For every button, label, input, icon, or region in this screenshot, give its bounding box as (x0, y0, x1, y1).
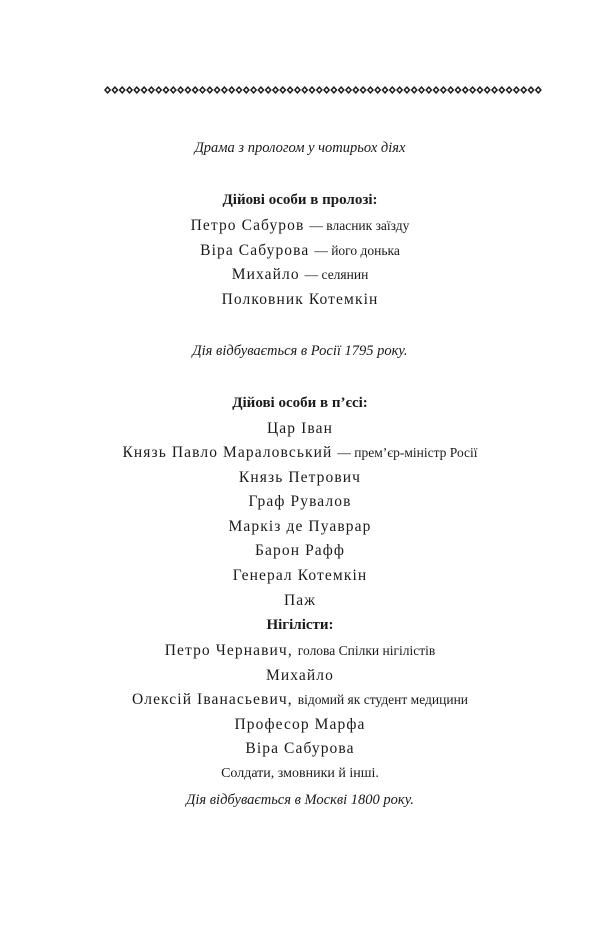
ornament-diamond (345, 86, 352, 94)
ornament-diamond (535, 86, 542, 94)
play-character (0, 445, 600, 461)
ornament-diamond (360, 86, 367, 94)
ornament-diamond (206, 86, 213, 94)
character-name: Цар Іван (267, 420, 333, 437)
decorative-ornament-border (104, 84, 542, 96)
character-name: Князь Павло Мараловський (122, 444, 333, 461)
ornament-diamond (133, 86, 140, 94)
character-name: Генерал Котемкін (232, 567, 368, 584)
ornament-diamond (235, 86, 242, 94)
character-name: Петро Сабуров (190, 217, 305, 234)
nihilist-character (0, 741, 600, 757)
ornament-diamond (301, 86, 308, 94)
ornament-diamond (214, 86, 221, 94)
ornament-diamond (199, 86, 206, 94)
nihilist-character (0, 643, 600, 659)
character-description: — власник заїзду (309, 218, 410, 233)
ornament-diamond (119, 86, 126, 94)
ornament-diamond (527, 86, 534, 94)
character-name: Петро Чернавич, (164, 642, 293, 659)
ornament-diamond (170, 86, 177, 94)
ornament-diamond (411, 86, 418, 94)
prologue-character (0, 292, 600, 308)
ornament-diamond (447, 86, 454, 94)
character-name: Михайло (231, 266, 300, 283)
character-description: голова Спілки нігілістів (297, 643, 436, 658)
nihilists-heading: Нігілісти: (266, 617, 334, 633)
ornament-diamond (484, 86, 491, 94)
ornament-diamond (184, 86, 191, 94)
play-subtitle: Драма з прологом у чотирьох діях (194, 140, 406, 156)
ornament-diamond (396, 86, 403, 94)
ornament-diamond (425, 86, 432, 94)
nihilist-character (0, 692, 600, 708)
prologue-character (0, 243, 600, 259)
ornament-diamond (513, 86, 520, 94)
ornament-diamond (141, 86, 148, 94)
prologue-heading: Дійові особи в пролозі: (222, 192, 378, 208)
character-description: — його донька (314, 243, 400, 258)
ornament-diamond (316, 86, 323, 94)
ornament-diamond (308, 86, 315, 94)
ornament-diamond (381, 86, 388, 94)
ornament-diamond (243, 86, 250, 94)
play-character (0, 568, 600, 584)
ornament-diamond (104, 86, 111, 94)
other-characters: Солдати, змовники й інші. (221, 766, 379, 781)
ornament-diamond (323, 86, 330, 94)
play-character (0, 543, 600, 559)
play-setting: Дія відбувається в Москві 1800 року. (186, 792, 414, 808)
character-name: Олексій Іванасьевич, (131, 691, 293, 708)
nihilist-character (0, 717, 600, 733)
ornament-diamond (155, 86, 162, 94)
ornament-diamond (111, 86, 118, 94)
ornament-diamond (177, 86, 184, 94)
ornament-diamond (454, 86, 461, 94)
character-description: відомий як студент медицини (297, 692, 469, 707)
play-characters-heading: Дійові особи в п’єсі: (232, 395, 368, 411)
ornament-diamond (192, 86, 199, 94)
character-name: Професор Марфа (234, 716, 366, 733)
prologue-setting: Дія відбувається в Росії 1795 року. (192, 343, 408, 359)
character-name: Михайло (266, 667, 334, 684)
play-character (0, 519, 600, 535)
ornament-diamond (279, 86, 286, 94)
ornament-diamond (148, 86, 155, 94)
play-character (0, 593, 600, 609)
nihilist-character (0, 668, 600, 684)
ornament-diamond (367, 86, 374, 94)
character-name: Граф Рувалов (248, 493, 352, 510)
character-name: Віра Сабурова (200, 242, 310, 259)
ornament-diamond (272, 86, 279, 94)
ornament-diamond (257, 86, 264, 94)
prologue-character (0, 267, 600, 283)
ornament-diamond (294, 86, 301, 94)
ornament-diamond (221, 86, 228, 94)
ornament-diamond (498, 86, 505, 94)
ornament-diamond (389, 86, 396, 94)
ornament-diamond (476, 86, 483, 94)
ornament-diamond (265, 86, 272, 94)
prologue-character (0, 218, 600, 234)
ornament-diamond (374, 86, 381, 94)
ornament-diamond (228, 86, 235, 94)
character-name: Князь Петрович (238, 469, 362, 486)
ornament-diamond (287, 86, 294, 94)
ornament-diamond (338, 86, 345, 94)
ornament-diamond (162, 86, 169, 94)
ornament-diamond (403, 86, 410, 94)
character-name: Паж (283, 592, 317, 609)
play-character (0, 494, 600, 510)
ornament-diamond (250, 86, 257, 94)
ornament-diamond (433, 86, 440, 94)
ornament-diamond (520, 86, 527, 94)
character-name: Віра Сабурова (245, 740, 355, 757)
ornament-diamond (126, 86, 133, 94)
ornament-diamond (352, 86, 359, 94)
character-description: — прем’єр-міністр Росії (337, 445, 478, 460)
ornament-diamond (440, 86, 447, 94)
character-name: Маркіз де Пуаврар (228, 518, 372, 535)
ornament-diamond (469, 86, 476, 94)
character-name: Барон Рафф (255, 542, 345, 559)
ornament-diamond (462, 86, 469, 94)
play-character (0, 421, 600, 437)
ornament-diamond (330, 86, 337, 94)
character-name: Полковник Котемкін (221, 291, 379, 308)
ornament-diamond (491, 86, 498, 94)
play-character (0, 470, 600, 486)
character-description: — селянин (304, 267, 369, 282)
ornament-diamond (418, 86, 425, 94)
ornament-diamond (506, 86, 513, 94)
